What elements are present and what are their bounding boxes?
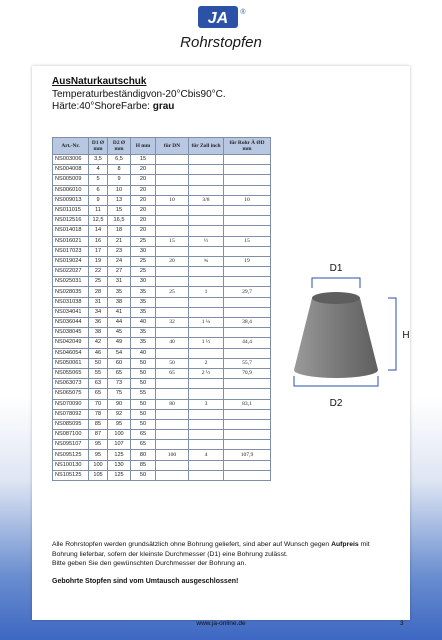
table-cell: 125: [108, 470, 131, 480]
table-cell: 65: [156, 368, 189, 378]
note-line-2: Bohrung lieferbar, sofern der kleinste Durchmesser (D1) eine Bohrung zulässt.: [52, 550, 288, 558]
table-cell: 35: [131, 287, 156, 297]
table-cell: 2 ½: [189, 368, 224, 378]
table-cell: 63: [89, 379, 108, 389]
table-cell: 40: [131, 348, 156, 358]
table-cell: [156, 307, 189, 317]
table-cell: 9: [89, 195, 108, 205]
table-cell: 4: [189, 450, 224, 460]
table-cell: NS070090: [53, 399, 89, 409]
table-cell: 85: [131, 460, 156, 470]
table-cell: 40: [131, 318, 156, 328]
table-cell: 36: [89, 318, 108, 328]
table-cell: 85: [89, 419, 108, 429]
table-row: [53, 358, 271, 368]
table-cell: 20: [131, 226, 156, 236]
table-cell: [224, 185, 271, 195]
table-cell: [156, 379, 189, 389]
header-dn: für DN: [156, 138, 189, 155]
table-cell: 75: [108, 389, 131, 399]
table-cell: 23: [108, 246, 131, 256]
table-row: [53, 185, 271, 195]
table-cell: [224, 379, 271, 389]
table-cell: [224, 328, 271, 338]
table-cell: 125: [108, 450, 131, 460]
table-cell: 50: [131, 419, 156, 429]
table-row: [53, 246, 271, 256]
table-cell: [224, 460, 271, 470]
table-cell: [189, 470, 224, 480]
table-cell: 16: [89, 236, 108, 246]
table-cell: ¾: [189, 256, 224, 266]
table-cell: NS003006: [53, 155, 89, 165]
table-cell: 65: [89, 389, 108, 399]
ja-logo: [198, 6, 250, 32]
table-cell: NS087100: [53, 430, 89, 440]
table-cell: 32: [156, 318, 189, 328]
table-cell: [156, 185, 189, 195]
table-cell: 55,7: [224, 358, 271, 368]
table-cell: 20: [156, 256, 189, 266]
table-cell: [224, 419, 271, 429]
table-cell: [224, 226, 271, 236]
table-cell: [156, 389, 189, 399]
table-cell: 95: [89, 440, 108, 450]
table-cell: 19: [224, 256, 271, 266]
note-line-1: [52, 540, 408, 550]
table-cell: 20: [131, 195, 156, 205]
table-cell: 21: [108, 236, 131, 246]
table-cell: NS036044: [53, 318, 89, 328]
table-cell: NS034041: [53, 307, 89, 317]
table-row: [53, 175, 271, 185]
table-cell: [189, 430, 224, 440]
table-cell: 3: [189, 399, 224, 409]
table-cell: 10: [224, 195, 271, 205]
table-row: [53, 287, 271, 297]
table-cell: 35: [131, 297, 156, 307]
table-cell: NS050061: [53, 358, 89, 368]
table-cell: [189, 277, 224, 287]
table-cell: 50: [131, 368, 156, 378]
table-cell: [156, 267, 189, 277]
table-cell: [189, 216, 224, 226]
table-cell: 20: [131, 185, 156, 195]
table-cell: [189, 155, 224, 165]
h-label: H: [402, 330, 410, 341]
table-cell: 130: [108, 460, 131, 470]
table-cell: [189, 348, 224, 358]
table-cell: 30: [131, 277, 156, 287]
table-cell: 49: [108, 338, 131, 348]
table-cell: [156, 419, 189, 429]
table-cell: 40: [156, 338, 189, 348]
table-cell: 70,9: [224, 368, 271, 378]
table-cell: [189, 297, 224, 307]
table-row: [53, 226, 271, 236]
table-cell: 20: [131, 165, 156, 175]
table-cell: [156, 277, 189, 287]
table-cell: 9: [108, 175, 131, 185]
table-row: [53, 236, 271, 246]
table-cell: NS046054: [53, 348, 89, 358]
cone-top: [312, 292, 360, 304]
hardness-text: Härte:40°ShoreFarbe:: [52, 101, 153, 112]
table-cell: 30: [131, 246, 156, 256]
header-rohr: für Rohr Ä ØD mm: [224, 138, 271, 155]
header-d1: D1 Ø mm: [89, 138, 108, 155]
page-title: Rohrstopfen: [180, 34, 262, 51]
table-cell: 87: [89, 430, 108, 440]
table-cell: NS038045: [53, 328, 89, 338]
table-cell: 25: [156, 287, 189, 297]
table-row: [53, 318, 271, 328]
table-cell: 50: [131, 399, 156, 409]
table-row: [53, 165, 271, 175]
table-cell: 80: [156, 399, 189, 409]
table-cell: NS005009: [53, 175, 89, 185]
table-cell: [189, 307, 224, 317]
table-cell: NS019024: [53, 256, 89, 266]
table-cell: 42: [89, 338, 108, 348]
table-cell: 100: [156, 450, 189, 460]
table-cell: [156, 460, 189, 470]
table-cell: 95: [89, 450, 108, 460]
table-cell: [156, 348, 189, 358]
table-cell: NS042049: [53, 338, 89, 348]
page-number: 3: [400, 620, 404, 627]
table-cell: NS105125: [53, 470, 89, 480]
table-cell: [224, 307, 271, 317]
table-cell: [156, 440, 189, 450]
table-cell: 90: [108, 399, 131, 409]
table-cell: 105: [89, 470, 108, 480]
logo-text: JA: [207, 10, 229, 27]
color-value: grau: [152, 101, 175, 112]
note-surcharge: Aufpreis: [331, 541, 359, 548]
table-cell: 54: [108, 348, 131, 358]
table-row: [53, 155, 271, 165]
table-cell: 50: [89, 358, 108, 368]
table-cell: [156, 205, 189, 215]
h-bracket: [388, 298, 396, 370]
exchange-warning: Gebohrte Stopfen sind vom Umtausch ausgeschlossen!: [52, 578, 239, 585]
table-cell: 14: [89, 226, 108, 236]
table-cell: 12,5: [89, 216, 108, 226]
table-row: [53, 195, 271, 205]
table-cell: NS011015: [53, 205, 89, 215]
table-cell: NS100130: [53, 460, 89, 470]
table-row: [53, 216, 271, 226]
table-cell: 65: [131, 430, 156, 440]
table-cell: 10: [156, 195, 189, 205]
table-cell: NS095125: [53, 450, 89, 460]
table-row: [53, 338, 271, 348]
table-cell: 35: [131, 338, 156, 348]
table-cell: 41: [108, 307, 131, 317]
table-cell: [189, 409, 224, 419]
table-cell: [189, 246, 224, 256]
cone-body: [294, 298, 378, 378]
table-cell: 15: [224, 236, 271, 246]
table-cell: 13: [108, 195, 131, 205]
table-cell: 50: [131, 379, 156, 389]
table-cell: [156, 409, 189, 419]
table-row: [53, 379, 271, 389]
table-cell: NS009013: [53, 195, 89, 205]
table-cell: 65: [108, 368, 131, 378]
table-cell: NS065075: [53, 389, 89, 399]
table-cell: 92: [108, 409, 131, 419]
table-cell: [189, 267, 224, 277]
table-cell: 4: [89, 165, 108, 175]
table-cell: 25: [131, 267, 156, 277]
product-table: [52, 137, 271, 481]
table-cell: 100: [108, 430, 131, 440]
d1-label: D1: [329, 263, 343, 274]
table-cell: 29,7: [224, 287, 271, 297]
table-cell: [224, 409, 271, 419]
table-cell: 78: [89, 409, 108, 419]
table-cell: 45: [108, 328, 131, 338]
table-row: [53, 307, 271, 317]
table-cell: [156, 470, 189, 480]
table-cell: 35: [131, 307, 156, 317]
table-cell: 100: [89, 460, 108, 470]
table-header-row: [53, 138, 271, 155]
table-cell: 46: [89, 348, 108, 358]
table-cell: NS031038: [53, 297, 89, 307]
table-cell: [189, 460, 224, 470]
header-art-nr: Art.-Nr.: [53, 138, 89, 155]
table-cell: [224, 155, 271, 165]
table-cell: [156, 430, 189, 440]
table-cell: [224, 470, 271, 480]
table-cell: 11: [89, 205, 108, 215]
material-temperature: Temperaturbeständigvon-20°Cbis90°C.: [52, 89, 226, 100]
table-cell: 55: [131, 389, 156, 399]
table-cell: 25: [131, 256, 156, 266]
table-row: [53, 440, 271, 450]
table-row: [53, 256, 271, 266]
table-cell: [189, 175, 224, 185]
table-cell: 38,4: [224, 318, 271, 328]
table-row: [53, 450, 271, 460]
table-cell: 38: [89, 328, 108, 338]
table-cell: 3/8: [189, 195, 224, 205]
table-cell: NS055065: [53, 368, 89, 378]
table-cell: 83,1: [224, 399, 271, 409]
table-cell: NS004008: [53, 165, 89, 175]
table-cell: [224, 389, 271, 399]
table-row: [53, 470, 271, 480]
table-cell: 35: [108, 287, 131, 297]
table-cell: NS012516: [53, 216, 89, 226]
table-cell: 25: [89, 277, 108, 287]
table-cell: NS085095: [53, 419, 89, 429]
table-cell: [224, 277, 271, 287]
table-cell: 15: [156, 236, 189, 246]
table-cell: 28: [89, 287, 108, 297]
registered-mark: ®: [240, 9, 246, 16]
table-cell: [224, 175, 271, 185]
table-cell: NS017023: [53, 246, 89, 256]
table-cell: ½: [189, 236, 224, 246]
table-cell: 95: [108, 419, 131, 429]
table-cell: 31: [108, 277, 131, 287]
table-cell: 1: [189, 287, 224, 297]
table-cell: 107,9: [224, 450, 271, 460]
table-cell: 10: [108, 185, 131, 195]
table-cell: 60: [108, 358, 131, 368]
table-cell: 65: [131, 440, 156, 450]
table-cell: 8: [108, 165, 131, 175]
d2-label: D2: [329, 398, 343, 409]
table-cell: 6: [89, 185, 108, 195]
table-cell: 22: [89, 267, 108, 277]
table-cell: 20: [131, 216, 156, 226]
table-cell: 16,5: [108, 216, 131, 226]
note-1a: Alle Rohrstopfen werden grundsätzlich ohne Bohrung geliefert, sind aber auf Wunsch gegen: [52, 541, 332, 548]
drilling-notes: [52, 540, 408, 569]
table-cell: 1 ½: [189, 338, 224, 348]
table-cell: [224, 348, 271, 358]
table-cell: [189, 226, 224, 236]
table-cell: 44,4: [224, 338, 271, 348]
table-cell: 20: [131, 205, 156, 215]
table-cell: 27: [108, 267, 131, 277]
table-cell: 70: [89, 399, 108, 409]
table-cell: 44: [108, 318, 131, 328]
table-cell: 2: [189, 358, 224, 368]
table-cell: 107: [108, 440, 131, 450]
table-row: [53, 277, 271, 287]
table-cell: [224, 216, 271, 226]
note-1b: mit: [358, 541, 370, 548]
table-cell: 19: [89, 256, 108, 266]
stopper-diagram: [292, 258, 420, 414]
table-cell: [156, 328, 189, 338]
table-row: [53, 328, 271, 338]
table-cell: [189, 328, 224, 338]
table-cell: 50: [156, 358, 189, 368]
table-row: [53, 368, 271, 378]
table-cell: 15: [131, 155, 156, 165]
table-cell: 38: [108, 297, 131, 307]
d1-bracket: [312, 278, 360, 288]
table-row: [53, 460, 271, 470]
table-cell: [224, 205, 271, 215]
header-h: H mm: [131, 138, 156, 155]
table-cell: [189, 185, 224, 195]
table-cell: NS006010: [53, 185, 89, 195]
table-cell: [224, 267, 271, 277]
table-cell: NS025031: [53, 277, 89, 287]
table-cell: [156, 175, 189, 185]
table-cell: 55: [89, 368, 108, 378]
table-cell: 50: [131, 358, 156, 368]
table-row: [53, 297, 271, 307]
table-cell: 3,5: [89, 155, 108, 165]
table-cell: 17: [89, 246, 108, 256]
table-row: [53, 409, 271, 419]
table-cell: [189, 379, 224, 389]
table-cell: [156, 155, 189, 165]
table-cell: 73: [108, 379, 131, 389]
table-row: [53, 399, 271, 409]
table-cell: [189, 419, 224, 429]
table-cell: NS095107: [53, 440, 89, 450]
table-cell: NS014018: [53, 226, 89, 236]
table-cell: [156, 297, 189, 307]
table-cell: [224, 165, 271, 175]
table-cell: 35: [131, 328, 156, 338]
table-cell: NS028035: [53, 287, 89, 297]
note-line-3: Bitte geben Sie den gewünschten Durchmesser der Bohrung an.: [52, 560, 247, 568]
table-cell: 34: [89, 307, 108, 317]
table-cell: [189, 389, 224, 399]
table-cell: 31: [89, 297, 108, 307]
table-cell: [189, 205, 224, 215]
table-cell: 5: [89, 175, 108, 185]
table-cell: NS022027: [53, 267, 89, 277]
table-cell: NS063073: [53, 379, 89, 389]
table-row: [53, 205, 271, 215]
table-cell: 50: [131, 470, 156, 480]
table-body: [53, 155, 271, 481]
table-cell: 6,5: [108, 155, 131, 165]
table-cell: NS078092: [53, 409, 89, 419]
table-row: [53, 419, 271, 429]
header-d2: D2 Ø mm: [108, 138, 131, 155]
table-cell: NS016021: [53, 236, 89, 246]
table-cell: 15: [108, 205, 131, 215]
table-cell: 24: [108, 256, 131, 266]
table-cell: [224, 440, 271, 450]
header-zoll: für Zoll inch: [189, 138, 224, 155]
table-row: [53, 267, 271, 277]
material-hardness: [52, 101, 174, 112]
table-row: [53, 430, 271, 440]
table-cell: [189, 440, 224, 450]
table-cell: 50: [131, 409, 156, 419]
table-cell: [156, 165, 189, 175]
footer-url[interactable]: www.ja-online.de: [196, 620, 246, 627]
table-cell: 20: [131, 175, 156, 185]
material-title: AusNaturkautschuk: [52, 76, 147, 87]
table-cell: [156, 226, 189, 236]
table-cell: [224, 430, 271, 440]
table-cell: [189, 165, 224, 175]
table-cell: 1 ¼: [189, 318, 224, 328]
table-cell: [156, 246, 189, 256]
table-cell: 80: [131, 450, 156, 460]
table-cell: 18: [108, 226, 131, 236]
table-cell: [224, 297, 271, 307]
table-cell: [224, 246, 271, 256]
table-row: [53, 348, 271, 358]
table-cell: [156, 216, 189, 226]
table-row: [53, 389, 271, 399]
table-cell: 25: [131, 236, 156, 246]
